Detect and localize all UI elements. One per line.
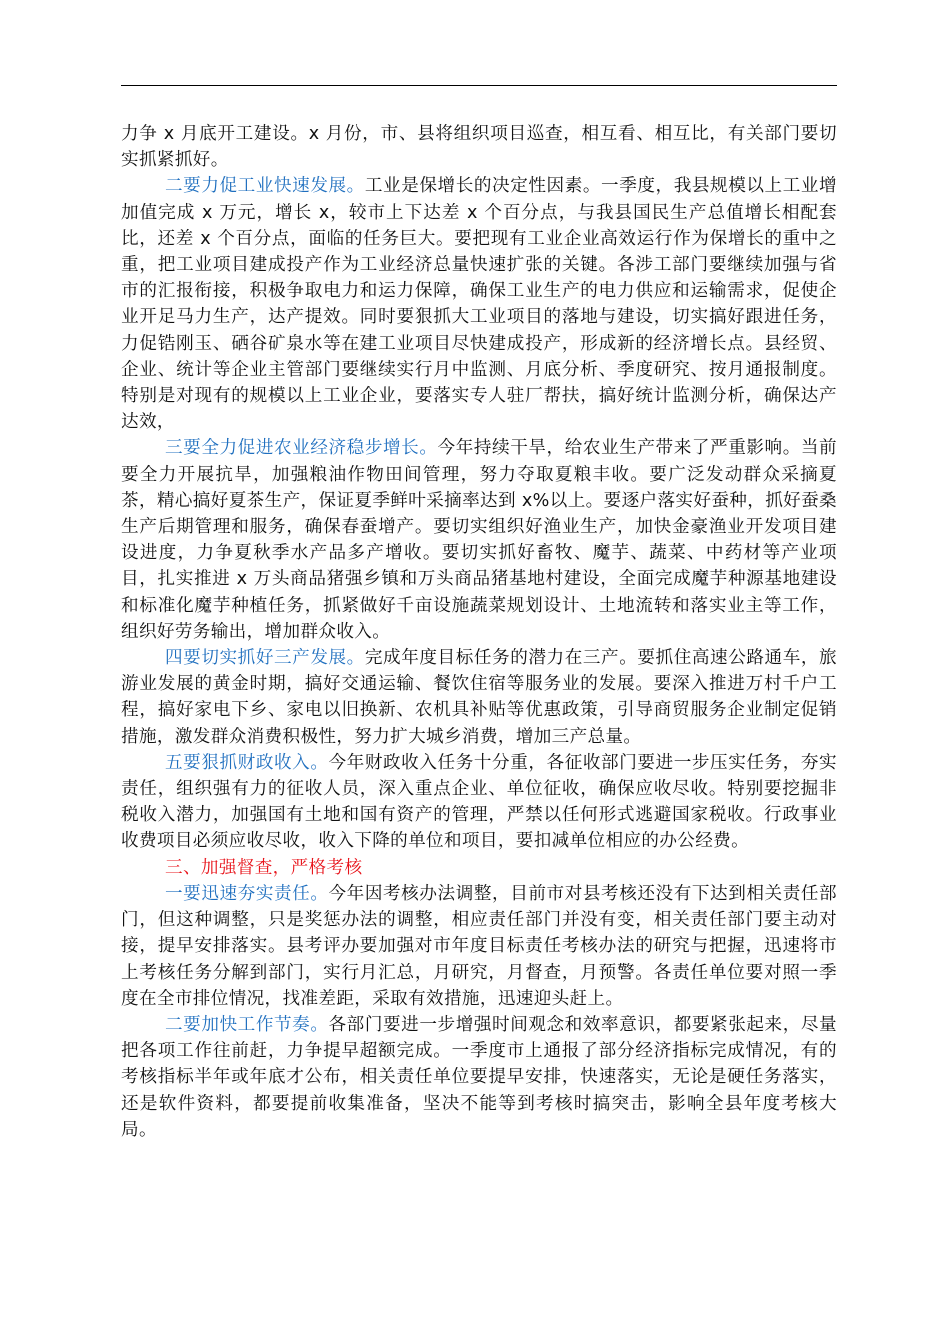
section-heading <box>121 855 837 881</box>
document-body <box>121 121 837 1143</box>
paragraph-pace <box>121 1012 837 1143</box>
paragraph-1 <box>121 121 837 173</box>
paragraph-tertiary-text: 完成年度目标任务的潜力在三产。要抓住高速公路通车，旅游业发展的黄金时期，搞好交通运输、餐饮住宿等服务业的发展。要深入推进万村千户工程，搞好家电下乡、家电以旧换新、农机具补贴等优惠政策，引导商贸服务企业制定促销措施，激发群众消费积极性，努力扩大城乡消费，增加三产总量。 <box>121 648 837 747</box>
paragraph-industry-text: 工业是保增长的决定性因素。一季度，我县规模以上工业增加值完成 x 万元，增长 x，较市上下达差 x 个百分点，与我县国民生产总值增长相配套比，还差 x 个百分点，面临的任务巨大。要把现有工业企业高效运行作为保增长的重中之重，把工业项目建成投产作为工业经济总量快速扩张的关键。各涉工部门要继续加强与省市的汇报衔接，积极争取电力和运力保障，确保工业生产的电力供应和运输需求，促使企业开足马力生产，达产提效。同时要狠抓大工业项目的落地与建设，切实搞好跟进任务，力促锆刚玉、硒谷矿泉水等在建工业项目尽快建成投产，形成新的经济增长点。县经贸、企业、统计等企业主管部门要继续实行月中监测、月底分析、季度研究、按月通报制度。特别是对现有的规模以上工业企业，要落实专人驻厂帮扶，搞好统计监测分析，确保达产达效， <box>121 176 837 433</box>
paragraph-industry <box>121 173 837 435</box>
paragraph-agriculture <box>121 435 837 645</box>
header-rule <box>121 85 837 86</box>
paragraph-agriculture-text: 今年持续干旱，给农业生产带来了严重影响。当前要全力开展抗旱，加强粮油作物田间管理，努力夺取夏粮丰收。要广泛发动群众采摘夏茶，精心搞好夏茶生产，保证夏季鲜叶采摘率达到 x%以上。要逐户落实好蚕种，抓好蚕桑生产后期管理和服务，确保春蚕增产。要切实组织好渔业生产，加快金豪渔业开发项目建设进度，力争夏秋季水产品多产增收。要切实抓好畜牧、魔芋、蔬菜、中药材等产业项目，扎实推进 x 万头商品猪强乡镇和万头商品猪基地村建设，全面完成魔芋种源基地建设和标准化魔芋种植任务，抓紧做好千亩设施蔬菜规划设计、土地流转和落实业主等工作，组织好劳务输出，增加群众收入。 <box>121 438 837 642</box>
paragraph-responsibility <box>121 881 837 1012</box>
paragraph-responsibility-lead: 一要迅速夯实责任。 <box>165 883 329 904</box>
paragraph-tertiary <box>121 645 837 750</box>
paragraph-tertiary-lead: 四要切实抓好三产发展。 <box>165 648 365 669</box>
paragraph-1-text: 力争 x 月底开工建设。x 月份，市、县将组织项目巡查，相互看、相互比，有关部门要切实抓紧抓好。 <box>121 124 837 171</box>
paragraph-finance-lead: 五要狠抓财政收入。 <box>165 752 329 773</box>
paragraph-pace-text: 各部门要进一步增强时间观念和效率意识，都要紧张起来，尽量把各项工作往前赶，力争提早超额完成。一季度市上通报了部分经济指标完成情况，有的考核指标半年或年底才公布，相关责任单位要提早安排，快速落实，无论是硬任务落实，还是软件资料，都要提前收集准备，坚决不能等到考核时搞突击，影响全县年度考核大局。 <box>121 1014 837 1140</box>
section-heading-text: 三、加强督查，严格考核 <box>165 857 363 878</box>
paragraph-pace-lead: 二要加快工作节奏。 <box>165 1014 329 1035</box>
paragraph-agriculture-lead: 三要全力促进农业经济稳步增长。 <box>165 438 438 459</box>
paragraph-finance-text: 今年财政收入任务十分重，各征收部门要进一步压实任务，夯实责任，组织强有力的征收人员，深入重点企业、单位征收，确保应收尽收。特别要挖掘非税收入潜力，加强国有土地和国有资产的管理，严禁以任何形式逃避国家税收。行政事业收费项目必须应收尽收，收入下降的单位和项目，要扣减单位相应的办公经费。 <box>121 752 837 852</box>
paragraph-industry-lead: 二要力促工业快速发展。 <box>165 176 365 197</box>
paragraph-responsibility-text: 今年因考核办法调整，目前市对县考核还没有下达到相关责任部门，但这种调整，只是奖惩办法的调整，相应责任部门并没有变，相关责任部门要主动对接，提早安排落实。县考评办要加强对市年度目标责任考核办法的研究与把握，迅速将市上考核任务分解到部门，实行月汇总，月研究，月督查，月预警。各责任单位要对照一季度在全市排位情况，找准差距，采取有效措施，迅速迎头赶上。 <box>121 883 837 1009</box>
paragraph-finance <box>121 750 837 855</box>
